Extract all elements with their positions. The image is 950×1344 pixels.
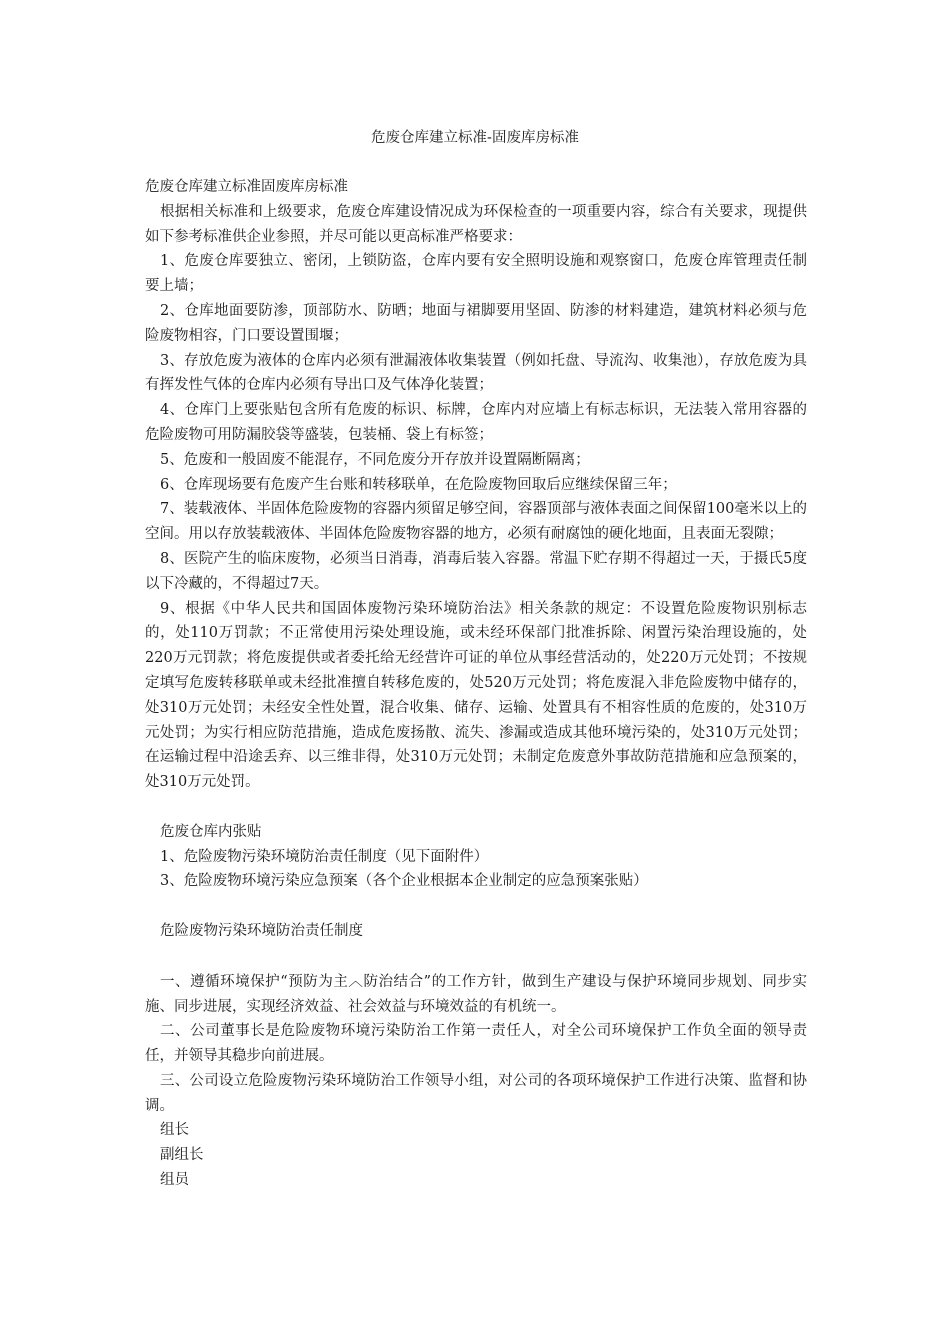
section-subtitle: 危废仓库建立标准固废库房标准 <box>145 179 348 195</box>
document-title: 危废仓库建立标准-固废库房标准 <box>371 130 579 146</box>
standard-item: 9、根据《中华人民共和国固体废物污染环境防治法》相关条款的规定：不设置危险废物识别标志的，处110万罚款；不正常使用污染处理设施，或未经环保部门批准拆除、闲置污染治理设施的，处220万元罚款；将危废提供或者委托给无经营许可证的单位从事经营活动的，处220万元处罚；不按规定填写危废转移联单或未经批准擅自转移危废的，处520万元处罚；将危废混入非危险废物中储存的，处310万元处罚；未经安全性处置，混合收集、储存、运输、处置具有不相容性质的危废的，处310万元处罚；为实行相应防范措施，造成危废扬散、流失、渗漏或造成其他环境污染的，处310万元处罚；在运输过程中沿途丢弃、以三维非得，处310万元处罚；未制定危废意外事故防范措施和应急预案的，处310万元处罚。 <box>145 600 807 791</box>
spacer <box>145 894 807 919</box>
system-paragraph: 二、公司董事长是危险废物环境污染防治工作第一责任人，对全公司环境保护工作负全面的领导责任，并领导其稳步向前进展。 <box>145 1023 807 1065</box>
standard-item: 5、危废和一般固废不能混存，不同危废分开存放并设置隔断隔离； <box>160 451 590 468</box>
role-label-leader: 组长 <box>160 1122 189 1139</box>
system-heading: 危险废物污染环境防治责任制度 <box>160 922 363 939</box>
role-label-deputy: 副组长 <box>160 1147 204 1164</box>
standard-item: 7、装载液体、半固体危险废物的容器内须留足够空间，容器顶部与液体表面之间保留100毫米以上的空间。用以存放装载液体、半固体危险废物容器的地方，必须有耐腐蚀的硬化地面，且表面无裂隙； <box>145 501 807 543</box>
standard-item: 4、仓库门上要张贴包含所有危废的标识、标牌，仓库内对应墙上有标志标识，无法装入常用容器的危险废物可用防漏胶袋等盛装，包装桶、袋上有标签； <box>145 402 807 443</box>
posting-heading: 危废仓库内张贴 <box>160 823 262 840</box>
standard-item: 3、存放危废为液体的仓库内必须有泄漏液体收集装置（例如托盘、导流沟、收集池），存放危废为具有挥发性气体的仓库内必须有导出口及气体净化装置； <box>145 352 807 394</box>
system-paragraph: 一、遵循环境保护“预防为主︿防治结合”的工作方针，做到生产建设与保护环境同步规划、同步实施、同步进展，实现经济效益、社会效益与环境效益的有机统一。 <box>145 973 807 1015</box>
standard-item: 6、仓库现场要有危废产生台账和转移联单，在危险废物回取后应继续保留三年； <box>160 476 677 493</box>
standard-item: 2、仓库地面要防渗，顶部防水、防晒；地面与裙脚要用坚固、防渗的材料建造，建筑材料必须与危险废物相容，门口要设置围堰； <box>145 302 807 344</box>
system-paragraph: 三、公司设立危险废物污染环境防治工作领导小组，对公司的各项环境保护工作进行决策、监督和协调。 <box>145 1072 807 1114</box>
standard-item: 8、医院产生的临床废物，必须当日消毒，消毒后装入容器。常温下贮存期不得超过一天，于摄氏5度以下冷藏的，不得超过7天。 <box>145 550 807 592</box>
intro-paragraph: 根据相关标准和上级要求，危废仓库建设情况成为环保检查的一项重要内容，综合有关要求，现提供如下参考标准供企业参照，并尽可能以更高标准严格要求： <box>145 203 807 245</box>
posting-item: 1、危险废物污染环境防治责任制度（见下面附件） <box>160 848 489 865</box>
standard-item: 1、危废仓库要独立、密闭，上锁防盗，仓库内要有安全照明设施和观察窗口，危废仓库管理责任制要上墙； <box>145 253 807 295</box>
spacer <box>145 795 807 820</box>
spacer <box>145 944 807 970</box>
document-body <box>145 175 807 1193</box>
role-label-member: 组员 <box>160 1172 189 1189</box>
posting-item: 3、危险废物环境污染应急预案（各个企业根据本企业制定的应急预案张贴） <box>160 873 648 890</box>
